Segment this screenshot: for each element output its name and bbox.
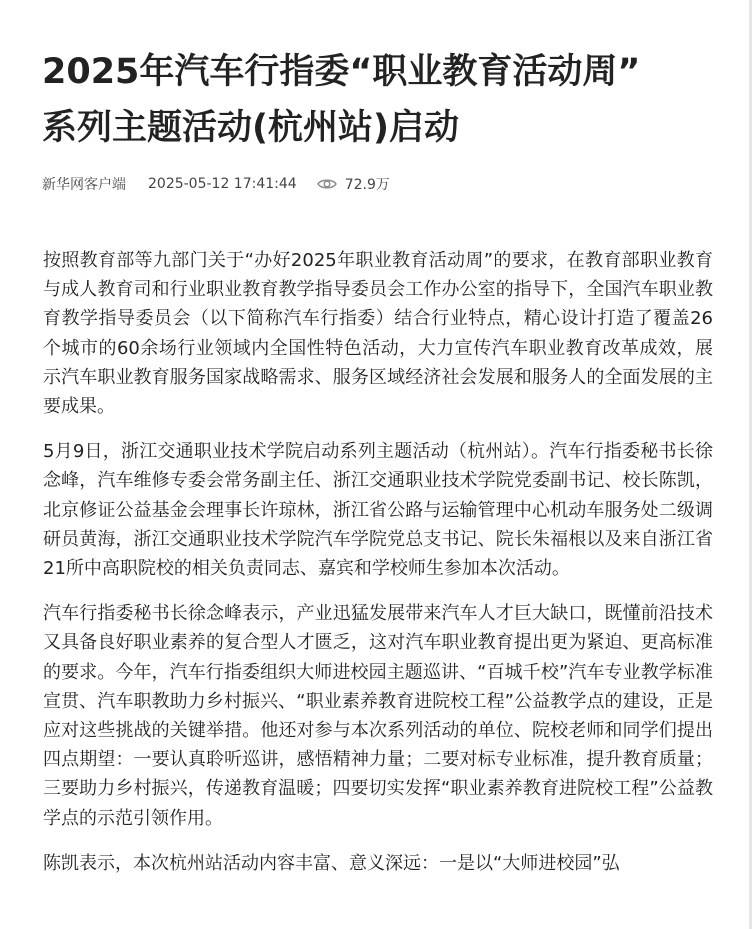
article-paragraph: 汽车行指委秘书长徐念峰表示，产业迅猛发展带来汽车人才巨大缺口，既懂前沿技术又具备良好职业素养的复合型人才匮乏，这对汽车职业教育提出更为紧迫、更高标准的要求。今年，汽车行指委组织大师进校园主题巡讲、“百城千校”汽车专业教学标准宣贯、汽车职教助力乡村振兴、“职业素养教育进院校工程”公益教学点的建设，正是应对这些挑战的关键举措。他还对参与本次系列活动的单位、院校老师和同学们提出四点期望：一要认真聆听巡讲，感悟精神力量；二要对标专业标准，提升教育质量；三要助力乡村振兴，传递教育温暖；四要切实发挥“职业素养教育进院校工程”公益教学点的示范引领作用。 xyxy=(43,603,713,829)
article-title-line-2: 系列主题活动(杭州站)启动 xyxy=(42,108,459,148)
article-meta xyxy=(42,173,390,195)
article-body xyxy=(43,246,713,894)
article-paragraph: 按照教育部等九部门关于“办好2025年职业教育活动周”的要求，在教育部职业教育与成人教育司和行业职业教育教学指导委员会工作办公室的指导下，全国汽车职业教育教学指导委员会（以下简称汽车行指委）结合行业特点，精心设计打造了覆盖26个城市的60余场行业领域内全国性特色活动，大力宣传汽车职业教育改革成效，展示汽车职业教育服务国家战略需求、服务区域经济社会发展和服务人的全面发展的主要成果。 xyxy=(43,250,713,418)
view-count xyxy=(317,174,390,194)
article-source[interactable]: 新华网客户端 xyxy=(42,177,126,193)
article-datetime: 2025-05-12 17:41:44 xyxy=(148,176,297,192)
article-paragraph: 陈凯表示，本次杭州站活动内容丰富、意义深远：一是以“大师进校园”弘 xyxy=(43,852,620,874)
article-title-line-1: 2025年汽车行指委“职业教育活动周” xyxy=(42,52,641,92)
eye-icon xyxy=(317,177,337,191)
article-title xyxy=(42,44,722,156)
article-paragraph: 5月9日，浙江交通职业技术学院启动系列主题活动（杭州站）。汽车行指委秘书长徐念峰，汽车维修专委会常务副主任、浙江交通职业技术学院党委副书记、校长陈凯，北京修证公益基金会理事长许琼林，浙江省公路与运输管理中心机动车服务处二级调研员黄海，浙江交通职业技术学院汽车学院党总支书记、院长朱福根以及来自浙江省21所中高职院校的相关负责同志、嘉宾和学校师生参加本次活动。 xyxy=(43,441,713,580)
view-count-value: 72.9万 xyxy=(344,177,390,193)
